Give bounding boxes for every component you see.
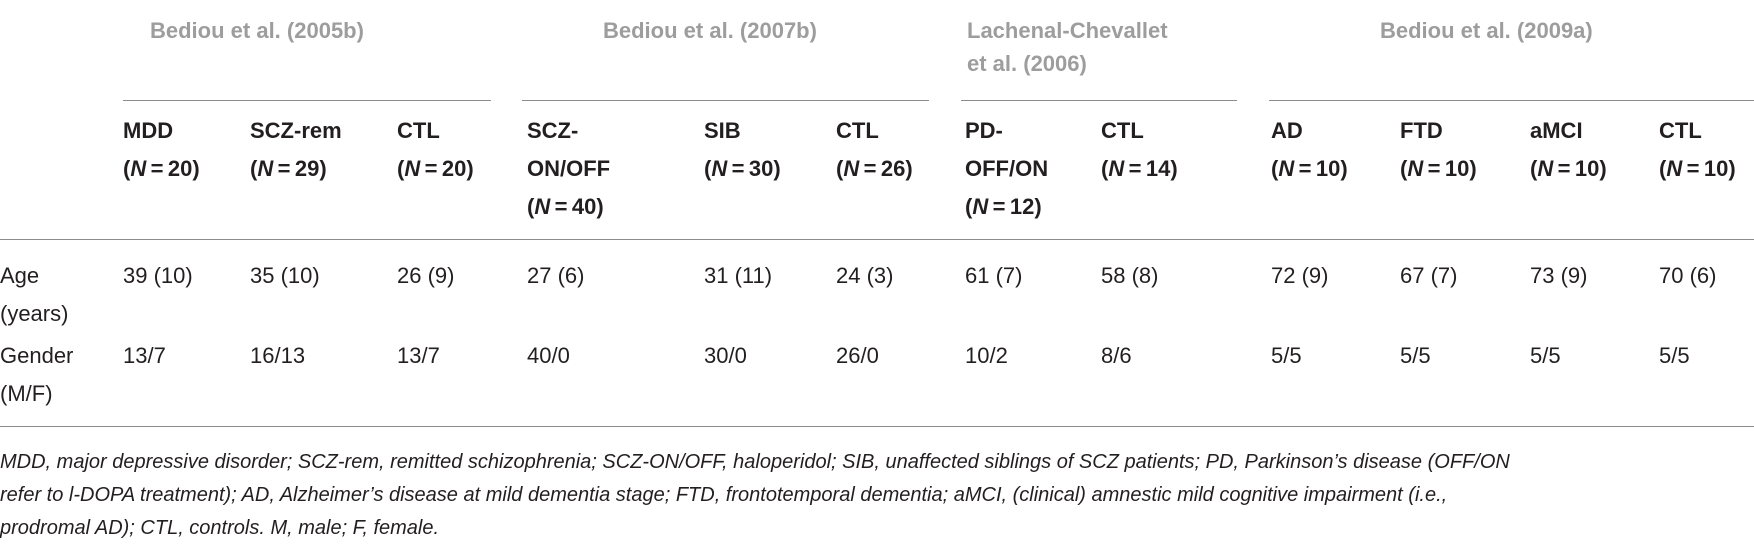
column-header xyxy=(1271,112,1348,188)
table-cell: 27 (6) xyxy=(527,263,585,288)
column-header xyxy=(123,112,200,188)
column-header xyxy=(704,112,781,188)
footnote-line: refer to l-DOPA treatment); AD, Alzheimer’s disease at mild dementia stage; FTD, frontotemporal dementia; aMCI, (clinical) amnestic mild cognitive impairment (i.e., xyxy=(0,484,1448,506)
column-header-line: ON/OFF xyxy=(527,156,611,181)
column-header-line: (N = 26) xyxy=(836,156,913,181)
column-header-line: (N = 10) xyxy=(1659,156,1736,181)
table-cell: 67 (7) xyxy=(1400,263,1458,288)
column-header-line: (N = 20) xyxy=(123,156,200,181)
column-header xyxy=(527,112,610,226)
group-rule-2006 xyxy=(961,100,1237,101)
column-header-line: CTL xyxy=(1659,118,1702,143)
table-cell: 39 (10) xyxy=(123,263,193,288)
column-header-line: MDD xyxy=(123,118,174,143)
table-cell: 61 (7) xyxy=(965,263,1023,288)
column-header xyxy=(1659,112,1736,188)
header-rule xyxy=(0,239,1754,240)
column-header-line: CTL xyxy=(836,118,879,143)
row-label-line: Age xyxy=(0,263,40,288)
column-header-line: SCZ- xyxy=(527,118,579,143)
table-cell: 13/7 xyxy=(397,343,440,368)
column-header-line: (N = 14) xyxy=(1101,156,1178,181)
column-header-line: (N = 29) xyxy=(250,156,327,181)
table-cell: 72 (9) xyxy=(1271,263,1329,288)
column-header-line: (N = 30) xyxy=(704,156,781,181)
column-header-line: (N = 10) xyxy=(1530,156,1607,181)
table-cell: 40/0 xyxy=(527,343,570,368)
column-header xyxy=(1530,112,1607,188)
table-cell: 26 (9) xyxy=(397,263,455,288)
study-header-line: et al. (2006) xyxy=(967,51,1087,76)
column-header-line: (N = 40) xyxy=(527,194,604,219)
table-cell: 13/7 xyxy=(123,343,166,368)
column-header xyxy=(397,112,474,188)
row-label-line: (years) xyxy=(0,301,69,326)
row-label-line: Gender xyxy=(0,343,74,368)
column-header xyxy=(836,112,913,188)
table-cell: 35 (10) xyxy=(250,263,320,288)
table-cell: 70 (6) xyxy=(1659,263,1717,288)
column-header xyxy=(1101,112,1178,188)
column-header-line: SCZ-rem xyxy=(250,118,342,143)
table-footnote xyxy=(0,446,1752,545)
row-label xyxy=(0,257,68,333)
study-header-lachenal-chevallet-2006 xyxy=(967,14,1168,80)
study-header-bediou-2009a: Bediou et al. (2009a) xyxy=(1380,18,1593,43)
column-header-line: SIB xyxy=(704,118,741,143)
column-header xyxy=(965,112,1048,226)
column-header-line: (N = 12) xyxy=(965,194,1042,219)
footnote-line: MDD, major depressive disorder; SCZ-rem, remitted schizophrenia; SCZ-ON/OFF, haloperidol; SIB, unaffected siblings of SCZ patients; PD, Parkinson’s disease (OFF/ON xyxy=(0,451,1510,473)
column-header-line: CTL xyxy=(1101,118,1144,143)
table-bottom-rule xyxy=(0,426,1754,427)
study-header-bediou-2007b: Bediou et al. (2007b) xyxy=(603,18,817,43)
study-header-bediou-2005b: Bediou et al. (2005b) xyxy=(150,18,364,43)
row-label-line: (M/F) xyxy=(0,381,53,406)
table-cell: 26/0 xyxy=(836,343,879,368)
column-header-line: (N = 10) xyxy=(1400,156,1477,181)
table-cell: 73 (9) xyxy=(1530,263,1588,288)
column-header-line: FTD xyxy=(1400,118,1443,143)
column-header-line: AD xyxy=(1271,118,1303,143)
column-header xyxy=(1400,112,1477,188)
column-header xyxy=(250,112,342,188)
table-cell: 5/5 xyxy=(1271,343,1302,368)
footnote-line: prodromal AD); CTL, controls. M, male; F, female. xyxy=(0,517,440,539)
row-label xyxy=(0,337,73,413)
table-cell: 10/2 xyxy=(965,343,1008,368)
column-header-line: (N = 20) xyxy=(397,156,474,181)
table-cell: 24 (3) xyxy=(836,263,894,288)
group-rule-2009a xyxy=(1269,100,1754,101)
column-header-line: OFF/ON xyxy=(965,156,1049,181)
table-cell: 31 (11) xyxy=(704,263,773,288)
group-rule-2005b xyxy=(123,100,491,101)
table-cell: 5/5 xyxy=(1659,343,1690,368)
table-cell: 5/5 xyxy=(1400,343,1431,368)
column-header-line: PD- xyxy=(965,118,1003,143)
table-cell: 8/6 xyxy=(1101,343,1132,368)
column-header-line: CTL xyxy=(397,118,440,143)
table-cell: 58 (8) xyxy=(1101,263,1159,288)
group-rule-2007b xyxy=(522,100,929,101)
table-cell: 5/5 xyxy=(1530,343,1561,368)
study-header-line: Lachenal-Chevallet xyxy=(967,18,1168,43)
column-header-line: (N = 10) xyxy=(1271,156,1348,181)
column-header-line: aMCI xyxy=(1530,118,1583,143)
table-cell: 30/0 xyxy=(704,343,747,368)
table-cell: 16/13 xyxy=(250,343,306,368)
